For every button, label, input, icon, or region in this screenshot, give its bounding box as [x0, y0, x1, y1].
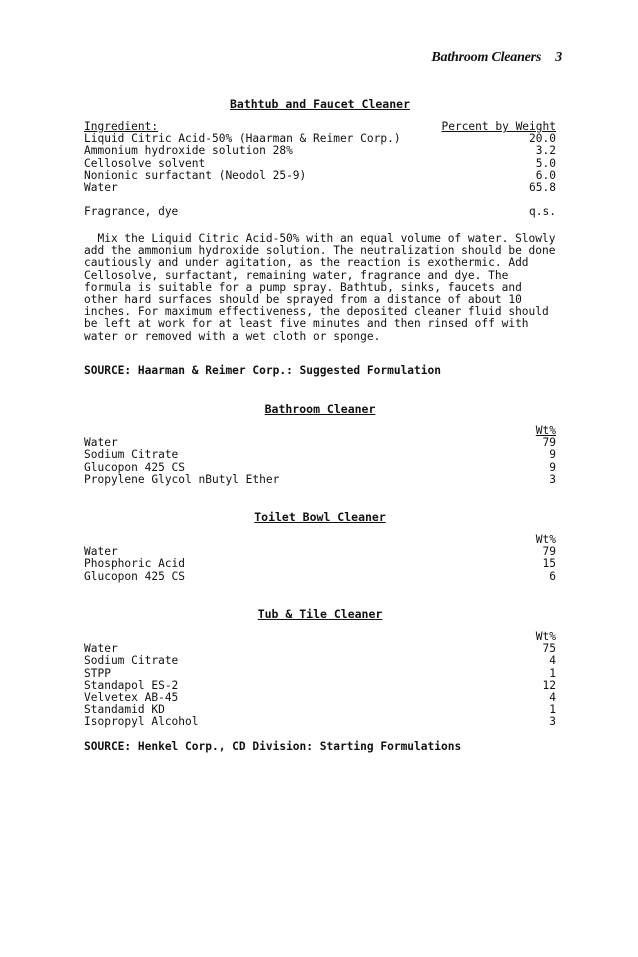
- table-row: [84, 158, 556, 170]
- ingredient-amount: 75: [542, 642, 556, 656]
- ingredient-amount: 6.0: [535, 168, 556, 182]
- ingredient-amount: 6: [549, 569, 556, 583]
- ingredient-amount: 1: [549, 703, 556, 717]
- ingredient-name: Velvetex AB-45: [84, 690, 179, 704]
- ingredient-amount: q.s.: [529, 205, 556, 219]
- section-title-bathroom-cleaner: Bathroom Cleaner: [264, 402, 376, 416]
- ingredient-amount: 79: [542, 436, 556, 450]
- ingredient-name: Standapol ES-2: [84, 678, 179, 692]
- ingredient-name: Glucopon 425 CS: [84, 569, 186, 583]
- ingredient-name: Water: [84, 545, 118, 559]
- ingredient-amount: 9: [549, 448, 556, 462]
- ingredient-name: Standamid KD: [84, 703, 165, 717]
- ingredient-table-bathtub: [84, 121, 556, 218]
- table-row: [84, 145, 556, 157]
- table-row: [84, 474, 556, 486]
- page-number: 3: [555, 50, 562, 65]
- running-header: [431, 50, 562, 66]
- ingredient-name: Cellosolve solvent: [84, 156, 206, 170]
- ingredient-name: STPP: [84, 666, 111, 680]
- ingredient-amount: 4: [549, 654, 556, 668]
- table-row: [84, 716, 556, 728]
- ingredient-table-bathroom: [84, 425, 556, 486]
- table-row: [84, 655, 556, 667]
- ingredient-name: Liquid Citric Acid-50% (Haarman & Reimer Corp.): [84, 132, 401, 146]
- table-body: [84, 643, 556, 728]
- ingredient-amount: 3: [549, 715, 556, 729]
- ingredient-table-toilet: [84, 534, 556, 583]
- table-row: [84, 668, 556, 680]
- ingredient-amount: 4: [549, 690, 556, 704]
- table-row: [84, 182, 556, 194]
- ingredient-name: Water: [84, 436, 118, 450]
- source-note-henkel: SOURCE: Henkel Corp., CD Division: Starting Formulations: [84, 740, 462, 753]
- table-header: [84, 534, 556, 546]
- column-header-percent: Percent by Weight: [441, 120, 556, 133]
- table-header: [84, 425, 556, 437]
- unit-label: Wt%: [535, 630, 556, 643]
- instructions-paragraph: Mix the Liquid Citric Acid-50% with an equal volume of water. Slowly add the ammonium hydroxide solution. The neutralization should be done cautiously and under agitation, as the reaction is exothermic. Add Cellosolve, surfactant, remaining water, fragrance and dye. The formula is suitable for a pump spray. Bathtub, sinks, faucets and other hard surfaces should be sprayed from a distance of about 10 inches. For maximum effectiveness, the deposited cleaner fluid should be left at work for at least five minutes and then rinsed off with water or removed with a wet cloth or sponge.: [84, 232, 556, 343]
- ingredient-amount: 15: [542, 557, 556, 571]
- table-row: [84, 449, 556, 461]
- ingredient-amount: 79: [542, 545, 556, 559]
- ingredient-name: Sodium Citrate: [84, 448, 179, 462]
- ingredient-amount: 9: [549, 460, 556, 474]
- column-header-ingredient: Ingredient:: [84, 120, 159, 133]
- table-row: [84, 571, 556, 583]
- ingredient-amount: 20.0: [529, 132, 556, 146]
- table-body: [84, 133, 556, 194]
- ingredient-name: Isopropyl Alcohol: [84, 715, 199, 729]
- table-body: [84, 437, 556, 486]
- ingredient-amount: 65.8: [529, 180, 556, 194]
- table-row: [84, 170, 556, 182]
- ingredient-name: Sodium Citrate: [84, 654, 179, 668]
- section-title-tub-tile: Tub & Tile Cleaner: [257, 607, 383, 621]
- ingredient-amount: 3.2: [535, 144, 556, 158]
- source-note-haarman: SOURCE: Haarman & Reimer Corp.: Suggested Formulation: [84, 364, 441, 377]
- running-header-title: Bathroom Cleaners: [431, 50, 542, 65]
- ingredient-name: Glucopon 425 CS: [84, 460, 186, 474]
- ingredient-amount: 1: [549, 666, 556, 680]
- section-title-toilet-bowl: Toilet Bowl Cleaner: [254, 510, 386, 524]
- ingredient-name: Fragrance, dye: [84, 205, 179, 219]
- ingredient-name: Propylene Glycol nButyl Ether: [84, 472, 280, 486]
- ingredient-name: Phosphoric Acid: [84, 557, 186, 571]
- instructions-block: [84, 233, 558, 343]
- ingredient-name: Water: [84, 642, 118, 656]
- ingredient-amount: 5.0: [535, 156, 556, 170]
- ingredient-amount: 3: [549, 472, 556, 486]
- ingredient-amount: 12: [542, 678, 556, 692]
- table-row: [84, 558, 556, 570]
- section-title-bathtub-faucet: Bathtub and Faucet Cleaner: [229, 97, 410, 111]
- table-row: [84, 462, 556, 474]
- table-header: [84, 631, 556, 643]
- ingredient-name: Ammonium hydroxide solution 28%: [84, 144, 293, 158]
- unit-label: Wt%: [535, 533, 556, 546]
- table-row: [84, 206, 556, 218]
- ingredient-table-tub-tile: [84, 631, 556, 729]
- ingredient-name: Water: [84, 180, 118, 194]
- table-body: [84, 546, 556, 583]
- ingredient-name: Nonionic surfactant (Neodol 25-9): [84, 168, 307, 182]
- unit-label: Wt%: [535, 424, 556, 437]
